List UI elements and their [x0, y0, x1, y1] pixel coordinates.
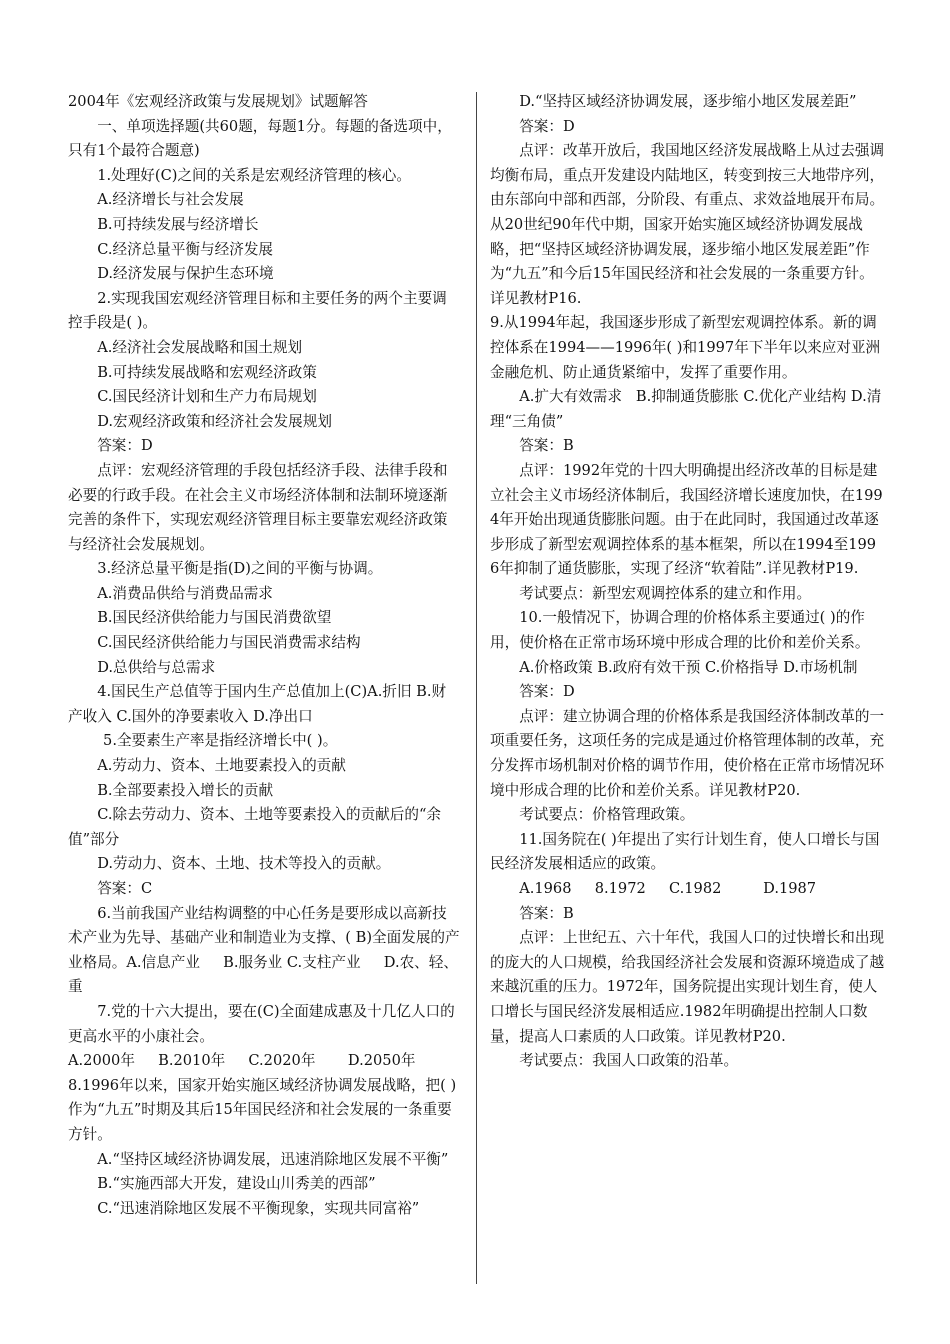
- q8-option-c: C.“迅速消除地区发展不平衡现象，实现共同富裕”: [97, 1199, 420, 1217]
- q3-option-b: B.国民经济供给能力与国民消费欲望: [97, 609, 332, 627]
- q1-option-a: A.经济增长与社会发展: [97, 191, 244, 209]
- q5-option-a: A.劳动力、资本、土地要素投入的贡献: [97, 757, 346, 775]
- q5-option-b: B.全部要素投入增长的贡献: [97, 781, 274, 799]
- q1-option-c: C.经济总量平衡与经济发展: [97, 240, 274, 258]
- question-11: 11.国务院在( )年提出了实行计划生育，使人口增长与国民经济发展相适应的政策。: [490, 830, 880, 873]
- question-7: 7.党的十六大提出，要在(C)全面建成惠及十几亿人口的更高水平的小康社会。: [68, 1002, 455, 1045]
- q5-option-d: D.劳动力、资本、土地、技术等投入的贡献。: [97, 855, 391, 873]
- question-5: 5.全要素生产率是指经济增长中( )。: [103, 732, 338, 750]
- q10-key-point: 考试要点：价格管理政策。: [519, 806, 695, 824]
- q2-comment: 点评：宏观经济管理的手段包括经济手段、法律手段和必要的行政手段。在社会主义市场经济体制和法制环境逐渐完善的条件下，实现宏观经济管理目标主要靠宏观经济政策与经济社会发展规划。: [68, 461, 448, 553]
- right-column: [490, 90, 885, 1074]
- q10-answer: 答案：D: [519, 683, 575, 701]
- q11-key-point: 考试要点：我国人口政策的沿革。: [519, 1052, 739, 1070]
- question-4: 4.国民生产总值等于国内生产总值加上(C)A.折旧 B.财产收入 C.国外的净要素收入 D.净出口: [68, 683, 447, 725]
- q2-answer: 答案：D: [97, 437, 153, 455]
- q11-options: A.1968 8.1972 C.1982 D.1987: [519, 880, 817, 897]
- q3-option-c: C.国民经济供给能力与国民消费需求结构: [97, 634, 361, 652]
- q7-options: A.2000年 B.2010年 C.2020年 D.2050年: [68, 1052, 416, 1070]
- column-divider: [476, 92, 477, 1284]
- q1-option-b: B.可持续发展与经济增长: [97, 215, 259, 233]
- q5-answer: 答案：C: [97, 880, 153, 897]
- q10-comment: 点评：建立协调合理的价格体系是我国经济体制改革的一项重要任务，这项任务的完成是通过价格管理体制的改革，充分发挥市场机制对价格的调节作用，使价格在正常市场情况环境中形成合理的比价和差价关系。详见教材P20.: [490, 707, 885, 799]
- q11-answer: 答案：B: [519, 904, 574, 922]
- left-column: [68, 90, 460, 1221]
- q9-options: A.扩大有效需求 B.抑制通货膨胀 C.优化产业结构 D.清理“三角债”: [490, 388, 882, 430]
- q8-answer: 答案：D: [519, 117, 575, 135]
- q9-answer: 答案：B: [519, 437, 574, 455]
- q2-option-c: C.国民经济计划和生产力布局规划: [97, 388, 317, 406]
- q11-comment: 点评：上世纪五、六十年代，我国人口的过快增长和出现的庞大的人口规模，给我国经济社会发展和资源环境造成了越来越沉重的压力。1972年，国务院提出实现计划生育，使人口增长与国民经济发展相适应.1982年明确提出控制人口数量，提高人口素质的人口政策。详见教材P20.: [490, 929, 885, 1045]
- q2-option-d: D.宏观经济政策和经济社会发展规划: [97, 412, 332, 430]
- question-9: 9.从1994年起，我国逐步形成了新型宏观调控体系。新的调控体系在1994——1996年( )和1997年下半年以来应对亚洲金融危机、防止通货紧缩中，发挥了重要作用。: [490, 314, 881, 381]
- q2-option-a: A.经济社会发展战略和国土规划: [97, 338, 303, 356]
- question-10: 10.一般情况下，协调合理的价格体系主要通过( )的作用，使价格在正常市场环境中形成合理的比价和差价关系。: [490, 609, 870, 652]
- q8-option-a: A.“坚持区域经济协调发展，迅速消除地区发展不平衡”: [97, 1150, 449, 1168]
- section-heading: 一、单项选择题(共60题，每题1分。每题的备选项中，只有1个最符合题意): [68, 117, 452, 160]
- q9-comment: 点评：1992年党的十四大明确提出经济改革的目标是建立社会主义市场经济体制后，我国经济增长速度加快，在1994年开始出现通货膨胀问题。由于在此同时，我国通过改革逐步形成了新型宏观调控体系的基本框架，所以在1994至1996年抑制了通货膨胀，实现了经济“软着陆”.详见教材P19.: [490, 461, 883, 578]
- q10-options: A.价格政策 B.政府有效干预 C.价格指导 D.市场机制: [519, 658, 858, 676]
- q8-option-d: D.“坚持区域经济协调发展，逐步缩小地区发展差距”: [519, 93, 857, 110]
- q3-option-a: A.消费品供给与消费品需求: [97, 584, 273, 602]
- question-3: 3.经济总量平衡是指(D)之间的平衡与协调。: [97, 560, 383, 578]
- q1-option-d: D.经济发展与保护生态环境: [97, 265, 274, 283]
- question-6: 6.当前我国产业结构调整的中心任务是要形成以高新技术产业为先导、基础产业和制造业为支撑、( B)全面发展的产业格局。A.信息产业 B.服务业 C.支柱产业 D.农、轻、重: [68, 904, 460, 996]
- question-1: 1.处理好(C)之间的关系是宏观经济管理的核心。: [97, 166, 411, 184]
- q8-option-b: B.“实施西部大开发，建设山川秀美的西部”: [97, 1175, 376, 1193]
- q3-option-d: D.总供给与总需求: [97, 658, 216, 676]
- document-title: 2004年《宏观经济政策与发展规划》试题解答: [68, 93, 368, 110]
- q5-option-c: C.除去劳动力、资本、土地等要素投入的贡献后的“余值”部分: [68, 806, 441, 848]
- question-8: 8.1996年以来，国家开始实施区域经济协调发展战略，把( )作为“九五”时期及其后15年国民经济和社会发展的一条重要方针。: [68, 1076, 457, 1143]
- q8-comment: 点评：改革开放后，我国地区经济发展战略上从过去强调均衡布局，重点开发建设内陆地区，转变到按三大地带序列，由东部向中部和西部，分阶段、有重点、求效益地展开布局。从20世纪90年代中期，国家开始实施区域经济协调发展战略，把“坚持区域经济协调发展，逐步缩小地区发展差距”作为“九五”和今后15年国民经济和社会发展的一条重要方针。详见教材P16.: [490, 142, 885, 307]
- q2-option-b: B.可持续发展战略和宏观经济政策: [97, 363, 317, 381]
- question-2: 2.实现我国宏观经济管理目标和主要任务的两个主要调控手段是( )。: [68, 289, 447, 332]
- q9-key-point: 考试要点：新型宏观调控体系的建立和作用。: [519, 584, 812, 602]
